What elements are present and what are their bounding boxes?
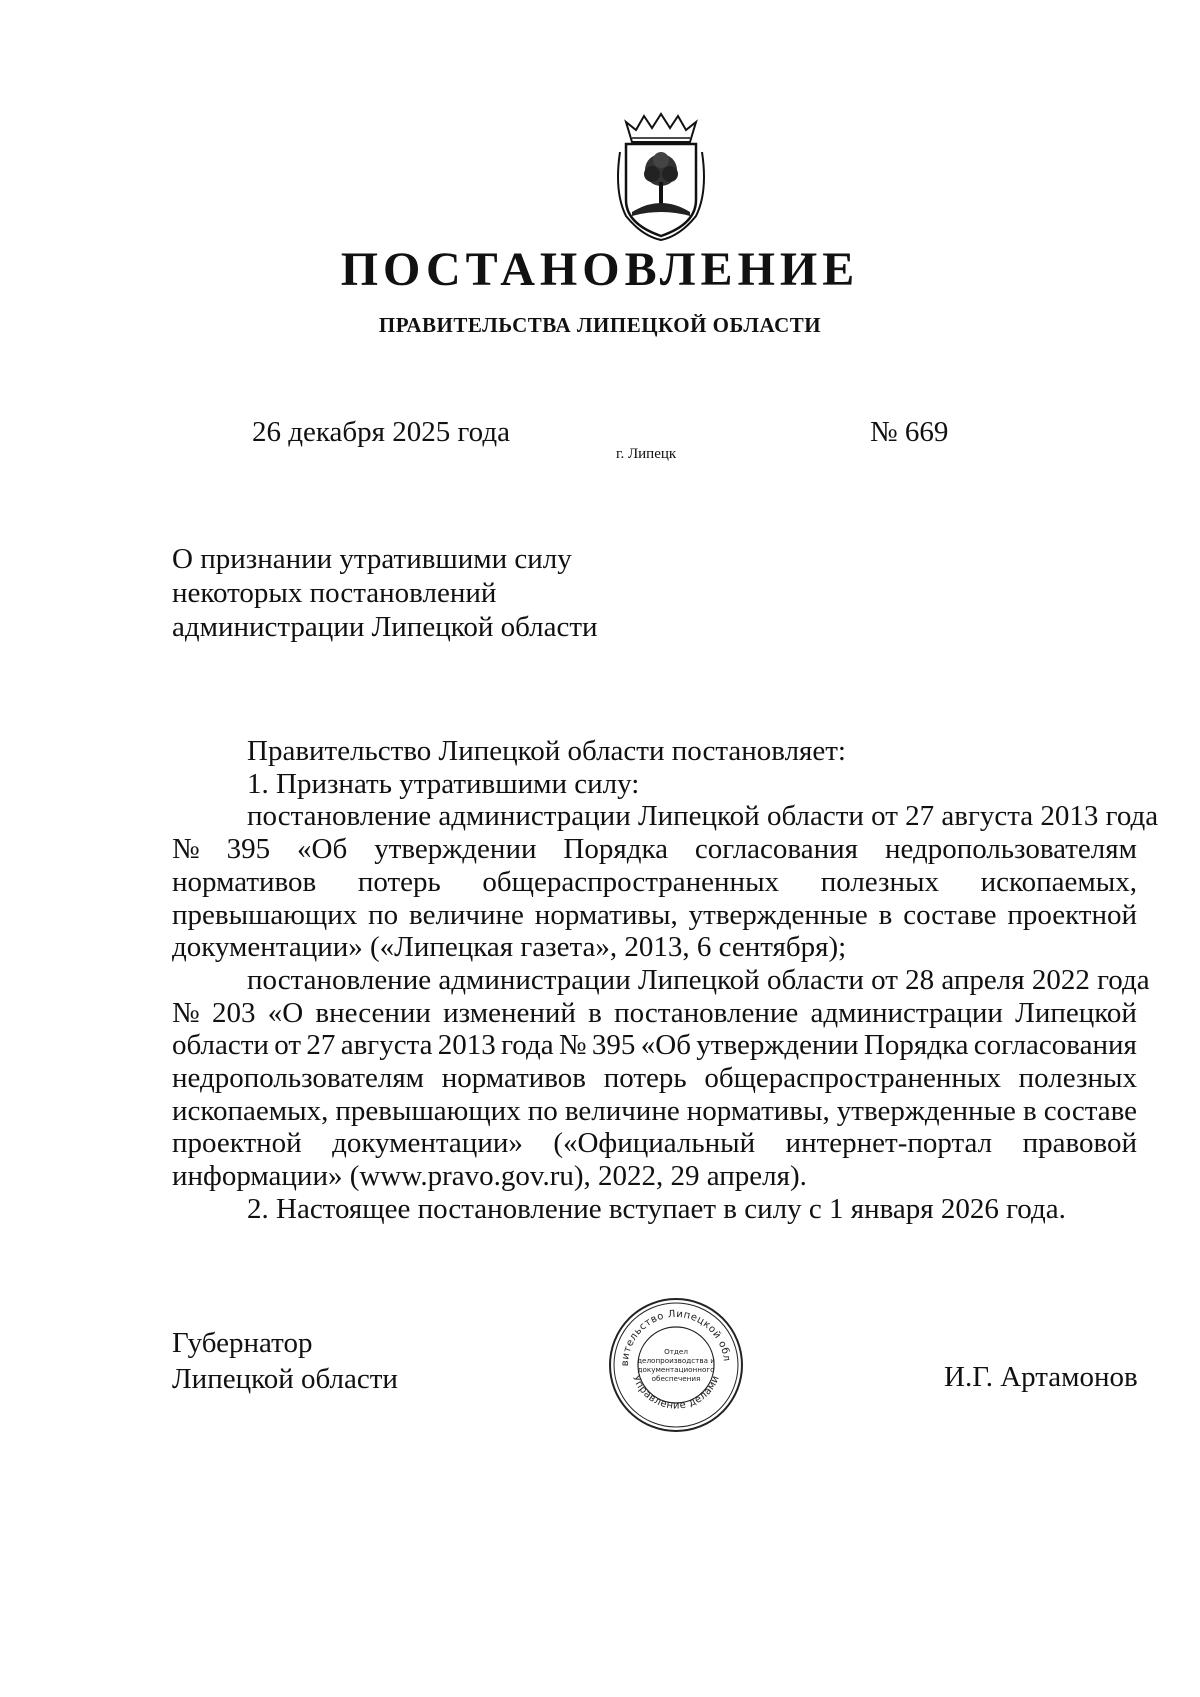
body-word: постановление xyxy=(614,996,799,1029)
body-word: ископаемых, xyxy=(172,1094,329,1127)
body-word: Порядка xyxy=(863,1029,969,1062)
body-word: № xyxy=(172,996,200,1029)
body-word: проектной xyxy=(172,1127,302,1160)
body-word: общераспространенных xyxy=(482,865,780,898)
body-line xyxy=(172,1029,1137,1062)
body-line xyxy=(172,1127,1137,1160)
body-item-1: 1. Признать утратившими силу: xyxy=(247,767,640,800)
body-word: проектной xyxy=(1007,898,1137,931)
body-line xyxy=(172,1095,1137,1128)
body-word: нормативы, xyxy=(534,898,678,931)
body-word: по xyxy=(368,898,399,931)
body-line xyxy=(172,1062,1137,1095)
body-word: потерь xyxy=(603,1062,687,1095)
svg-text:Правительство Липецкой области: вительство Липецкой обл xyxy=(619,1308,732,1367)
body-word: в xyxy=(1022,1094,1037,1127)
body-word: нормативов xyxy=(441,1062,586,1095)
body-word: в xyxy=(588,996,602,1029)
body-line xyxy=(172,997,1137,1030)
body-word: от xyxy=(274,1029,302,1062)
body-word: утвержденные xyxy=(688,898,868,931)
signer-title-line: Губернатор xyxy=(172,1327,313,1359)
signer-name: И.Г. Артамонов xyxy=(944,1361,1138,1393)
repealed-document-2 xyxy=(172,963,1150,1193)
document-date: 26 декабря 2025 года xyxy=(252,416,510,448)
body-word: недропользователям xyxy=(884,833,1137,866)
issuer-heading: ПРАВИТЕЛЬСТВА ЛИПЕЦКОЙ ОБЛАСТИ xyxy=(378,313,822,337)
stamp-center-line: документационного xyxy=(637,1365,715,1374)
body-word: Липецкой xyxy=(1015,996,1137,1029)
body-word: ископаемых, xyxy=(980,865,1137,898)
body-line: информации» (www.pravo.gov.ru), 2022, 29 апреля). xyxy=(172,1160,807,1193)
body-word: интернет-портал xyxy=(785,1127,993,1160)
body-word: полезных xyxy=(1018,1062,1137,1095)
body-word: правовой xyxy=(1022,1127,1137,1160)
body-line xyxy=(172,833,1137,866)
body-word: превышающих xyxy=(172,898,358,931)
body-word: «О xyxy=(267,996,304,1029)
document-number: № 669 xyxy=(870,416,949,448)
body-word: № xyxy=(172,833,200,866)
body-word: утвержденные xyxy=(836,1094,1016,1127)
body-line: постановление администрации Липецкой области от 28 апреля 2022 года xyxy=(247,963,1150,996)
body-word: 203 xyxy=(211,996,256,1029)
body-word: 27 xyxy=(306,1029,336,1062)
signer-title xyxy=(172,1325,398,1397)
repealed-document-1 xyxy=(172,800,1159,964)
body-word: нормативов xyxy=(172,865,317,898)
title-line: некоторых постановлений xyxy=(172,577,497,609)
body-word: составе xyxy=(903,898,997,931)
body-word: полезных xyxy=(820,865,939,898)
stamp-center-line: делопроизводства и xyxy=(637,1356,715,1365)
body-word: 2013 xyxy=(437,1029,496,1062)
body-word: величине xyxy=(409,898,524,931)
body-word: «Об xyxy=(297,833,348,866)
body-word: согласования xyxy=(694,833,858,866)
body-word: потерь xyxy=(357,865,441,898)
body-word: внесении xyxy=(315,996,431,1029)
title-line: О признании утратившими силу xyxy=(172,543,572,575)
body-word: («Официальный xyxy=(553,1127,756,1160)
coat-of-arms-icon xyxy=(612,112,710,242)
body-word: утверждении xyxy=(696,1029,859,1062)
signer-title-line: Липецкой области xyxy=(172,1363,398,1395)
document-city: г. Липецк xyxy=(616,446,677,462)
body-word: утверждении xyxy=(374,833,537,866)
body-word: августа xyxy=(340,1029,433,1062)
stamp-center-line: обеспечения xyxy=(651,1374,701,1383)
body-word: 395 xyxy=(226,833,271,866)
body-word: в xyxy=(878,898,893,931)
body-word: нормативы, xyxy=(686,1094,830,1127)
body-word: превышающих xyxy=(335,1094,521,1127)
stamp-center-line: Отдел xyxy=(664,1347,688,1356)
body-line: постановление администрации Липецкой области от 27 августа 2013 года xyxy=(247,800,1159,833)
body-word: согласования xyxy=(973,1029,1137,1062)
document-type-heading: ПОСТАНОВЛЕНИЕ xyxy=(340,243,860,296)
body-word: № xyxy=(558,1029,587,1062)
body-word: области xyxy=(172,1029,269,1062)
body-intro: Правительство Липецкой области постановляет: xyxy=(247,735,846,767)
body-word: недропользователям xyxy=(172,1062,425,1095)
body-word: составе xyxy=(1043,1094,1137,1127)
document-body xyxy=(172,735,1159,1226)
body-word: величине xyxy=(564,1094,680,1127)
body-word: года xyxy=(501,1029,554,1062)
body-line: документации» («Липецкая газета», 2013, 6 сентября); xyxy=(172,931,847,964)
body-word: общераспространенных xyxy=(704,1062,1001,1095)
body-word: документации» xyxy=(332,1127,523,1160)
body-word: изменений xyxy=(443,996,576,1029)
body-item-2: 2. Настоящее постановление вступает в силу с 1 января 2026 года. xyxy=(247,1192,1066,1225)
official-seal-icon xyxy=(606,1295,746,1435)
title-line: администрации Липецкой области xyxy=(172,611,598,643)
svg-text:Управление делами: Управление делами xyxy=(630,1373,722,1412)
body-word: по xyxy=(527,1094,558,1127)
document-title xyxy=(172,542,598,644)
body-word: 395 xyxy=(591,1029,636,1062)
body-line xyxy=(172,899,1137,932)
body-line xyxy=(172,866,1137,899)
body-word: «Об xyxy=(640,1029,691,1062)
body-word: администрации xyxy=(810,996,1003,1029)
body-word: Порядка xyxy=(563,833,668,866)
